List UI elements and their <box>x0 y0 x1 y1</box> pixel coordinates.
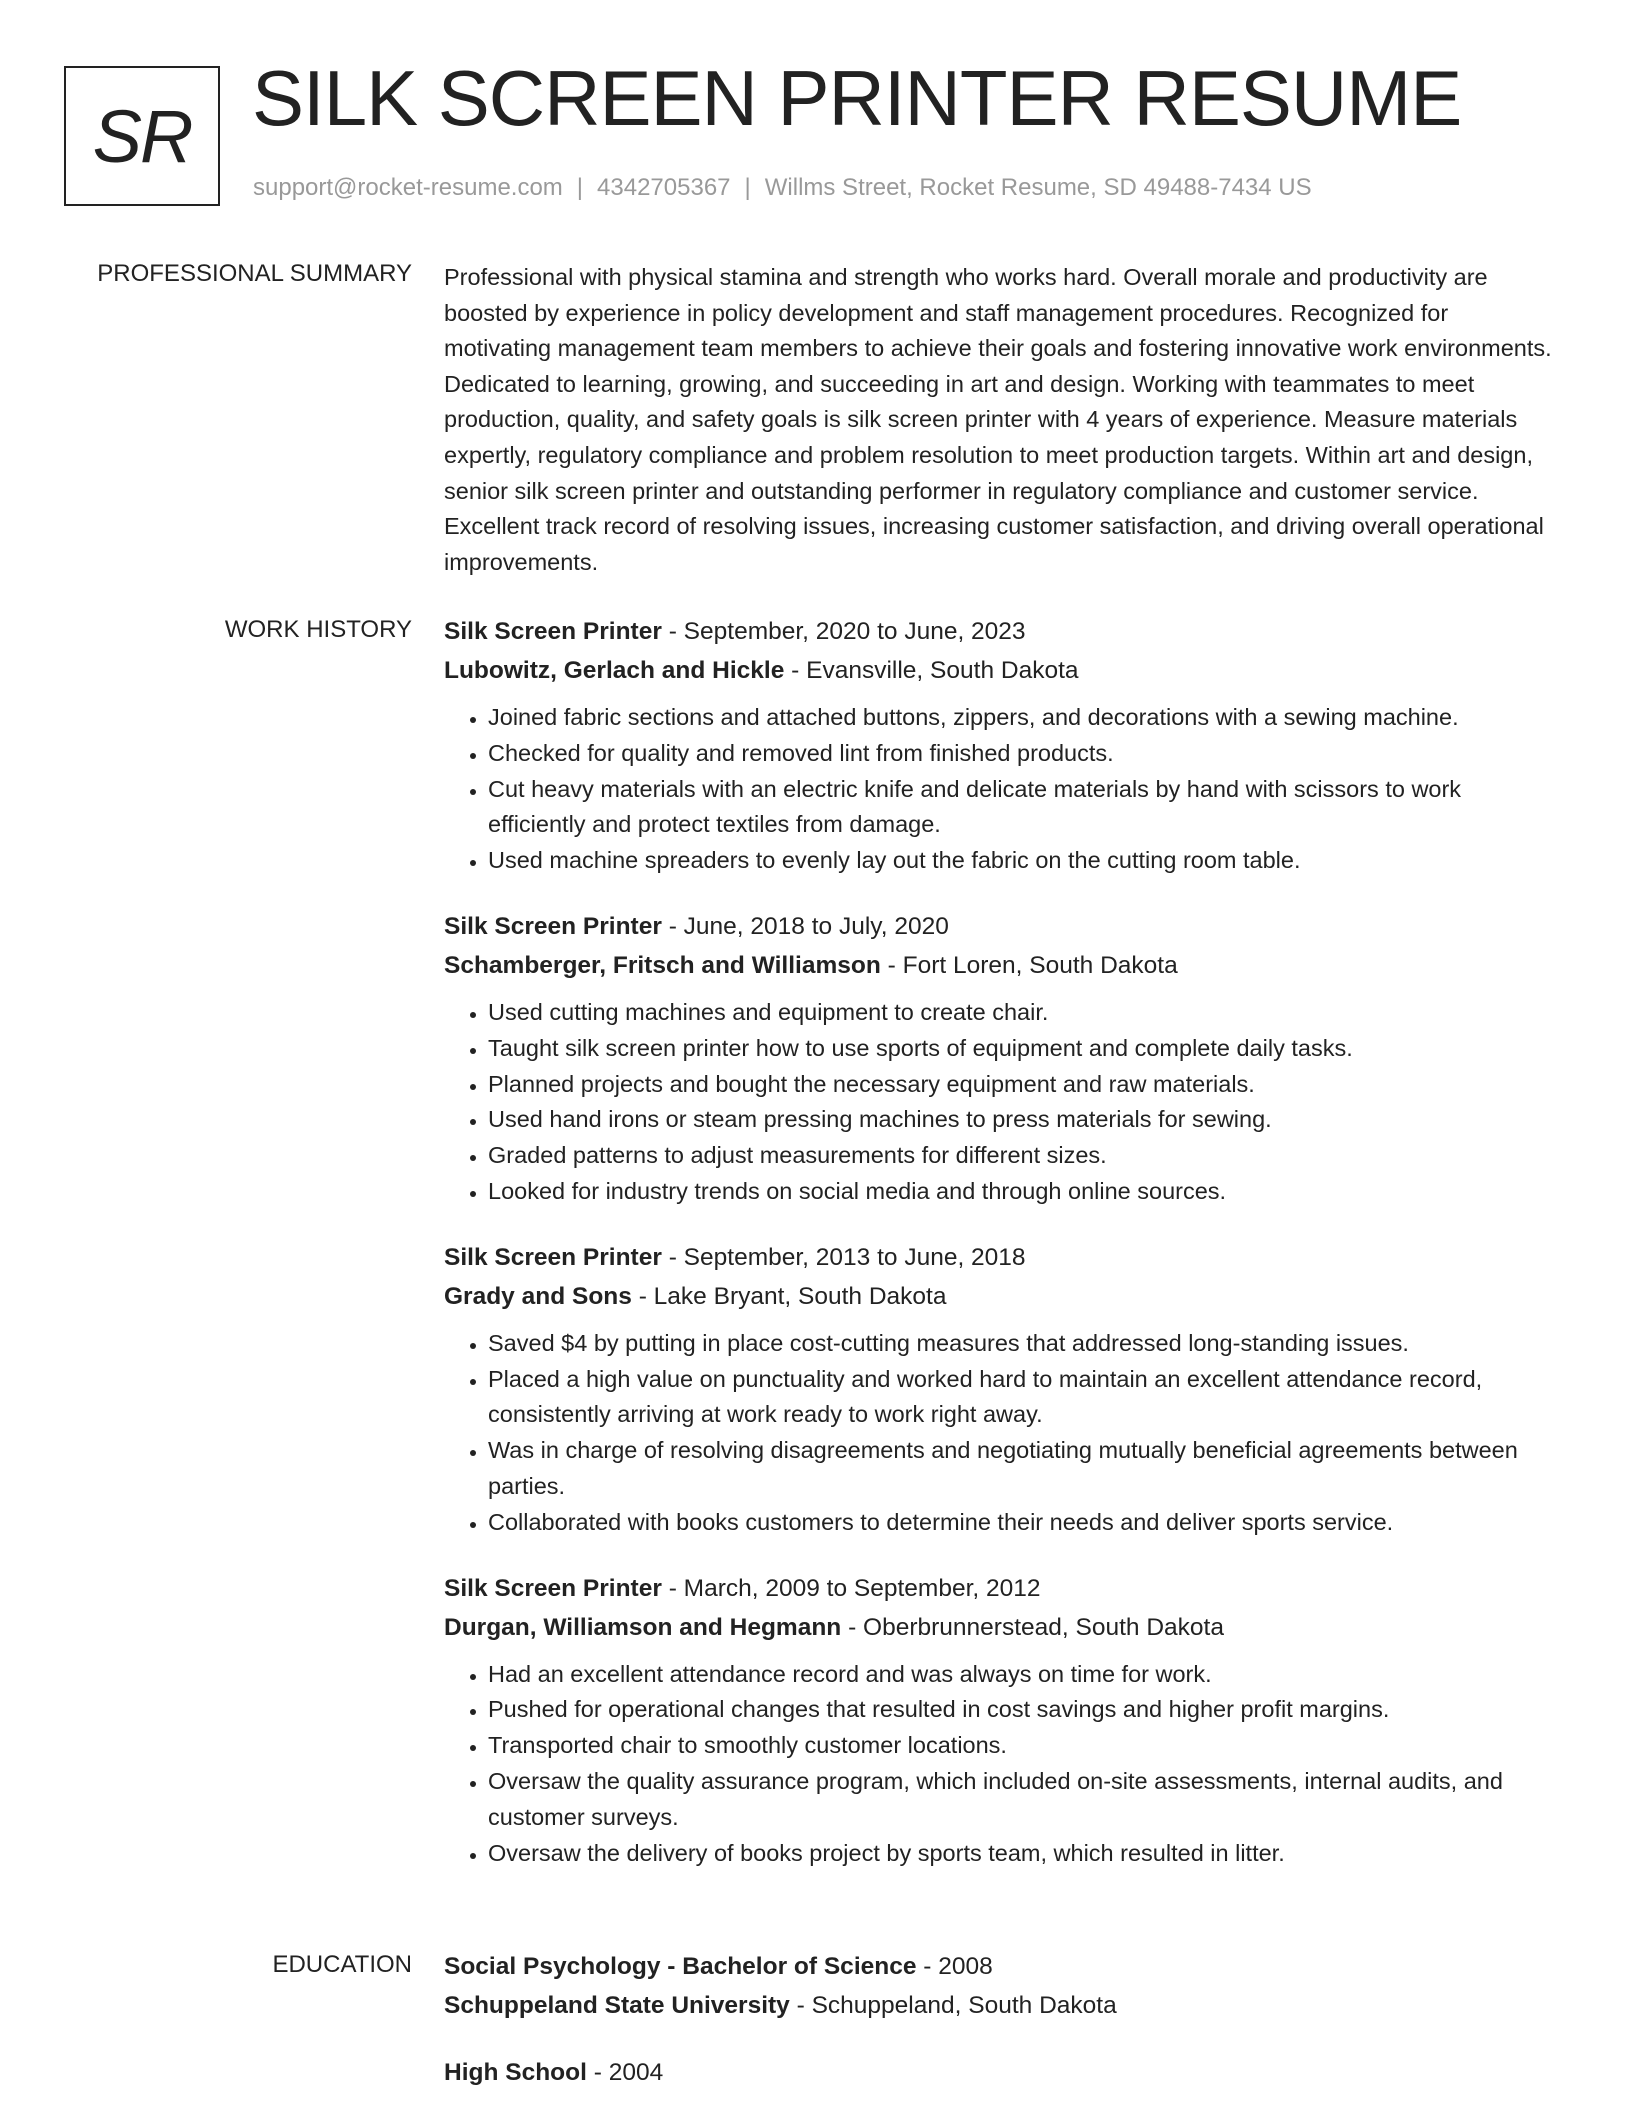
monogram-initials: SR <box>92 94 192 178</box>
job-title-line <box>444 612 1560 651</box>
job-bullet: • Used cutting machines and equipment to create chair. <box>488 995 1560 1031</box>
job-location: - Oberbrunnerstead, South Dakota <box>841 1613 1224 1641</box>
education-degree: Social Psychology - Bachelor of Science <box>444 1953 917 1980</box>
job-title-line <box>444 1569 1560 1608</box>
contact-separator: | <box>744 174 751 201</box>
summary-heading: PROFESSIONAL SUMMARY <box>97 260 412 287</box>
job-bullet-list <box>444 1657 1560 1872</box>
job-company-line <box>444 1277 1560 1316</box>
education-entry <box>444 1947 1560 2025</box>
contact-email[interactable]: support@rocket-resume.com <box>253 174 563 201</box>
education-degree-line <box>444 1947 1560 1986</box>
contact-phone[interactable]: 4342705367 <box>597 174 731 201</box>
job-company: Lubowitz, Gerlach and Hickle <box>444 657 785 684</box>
job-bullet: • Joined fabric sections and attached buttons, zippers, and decorations with a sewing machine. <box>488 700 1560 736</box>
job-bullet: • Oversaw the quality assurance program, which included on-site assessments, internal audits, and customer surveys. <box>488 1764 1560 1836</box>
job-location: - Fort Loren, South Dakota <box>880 951 1178 979</box>
job-entry <box>444 612 1560 879</box>
job-dates: - March, 2009 to September, 2012 <box>661 1574 1041 1602</box>
job-title-line <box>444 1238 1560 1277</box>
job-location: - Evansville, South Dakota <box>784 657 1079 684</box>
job-bullet: • Used hand irons or steam pressing machines to press materials for sewing. <box>488 1102 1560 1138</box>
job-company: Schamberger, Fritsch and Williamson <box>444 951 881 979</box>
job-company-line <box>444 1608 1560 1647</box>
resume-title: SILK SCREEN PRINTER RESUME <box>252 54 1462 142</box>
job-bullet: • Collaborated with books customers to determine their needs and deliver sports service. <box>488 1505 1560 1541</box>
job-entry <box>444 1238 1560 1541</box>
job-bullet: • Checked for quality and removed lint from finished products. <box>488 736 1560 772</box>
education-school: Schuppeland State University <box>444 1992 790 2019</box>
monogram-box <box>64 66 220 206</box>
job-entry <box>444 907 1560 1210</box>
education-entry <box>444 2053 1560 2092</box>
job-company: Grady and Sons <box>444 1282 632 1310</box>
education-year: - 2004 <box>586 2059 664 2086</box>
job-bullet: • Had an excellent attendance record and was always on time for work. <box>488 1657 1560 1693</box>
job-dates: - June, 2018 to July, 2020 <box>661 912 949 940</box>
education-degree-line <box>444 2053 1560 2092</box>
job-company-line <box>444 946 1560 985</box>
job-dates: - September, 2020 to June, 2023 <box>661 618 1026 645</box>
job-bullet: • Placed a high value on punctuality and worked hard to maintain an excellent attendance record, consistently arriving at work ready to work right away. <box>488 1362 1560 1434</box>
job-bullet: • Graded patterns to adjust measurements for different sizes. <box>488 1138 1560 1174</box>
job-bullet: • Oversaw the delivery of books project by sports team, which resulted in litter. <box>488 1836 1560 1872</box>
job-bullet-list <box>444 995 1560 1210</box>
education-heading: EDUCATION <box>272 1951 412 1978</box>
job-bullet: • Saved $4 by putting in place cost-cutting measures that addressed long-standing issues. <box>488 1326 1560 1362</box>
job-bullet-list <box>444 700 1560 879</box>
contact-separator: | <box>576 174 584 201</box>
job-title: Silk Screen Printer <box>444 1243 662 1271</box>
job-title: Silk Screen Printer <box>444 618 662 645</box>
job-location: - Lake Bryant, South Dakota <box>631 1282 947 1310</box>
job-bullet: • Looked for industry trends on social media and through online sources. <box>488 1174 1560 1210</box>
job-bullet: • Pushed for operational changes that resulted in cost savings and higher profit margins. <box>488 1692 1560 1728</box>
job-title-line <box>444 907 1560 946</box>
contact-address: Willms Street, Rocket Resume, SD 49488-7434 US <box>764 174 1312 201</box>
job-bullet-list <box>444 1326 1560 1541</box>
job-company: Durgan, Williamson and Hegmann <box>444 1613 842 1641</box>
job-title: Silk Screen Printer <box>444 1574 662 1602</box>
job-bullet: • Cut heavy materials with an electric knife and delicate materials by hand with scissors to work efficiently and protect textiles from damage. <box>488 772 1560 844</box>
job-bullet: • Transported chair to smoothly customer locations. <box>488 1728 1560 1764</box>
job-company-line <box>444 651 1560 690</box>
education-degree: High School <box>444 2059 587 2086</box>
education-school-line <box>444 1986 1560 2025</box>
job-dates: - September, 2013 to June, 2018 <box>661 1243 1026 1271</box>
job-entry <box>444 1569 1560 1872</box>
job-bullet: • Planned projects and bought the necessary equipment and raw materials. <box>488 1067 1560 1103</box>
job-bullet: • Was in charge of resolving disagreements and negotiating mutually beneficial agreements between parties. <box>488 1433 1560 1505</box>
education-year: - 2008 <box>916 1953 993 1980</box>
job-title: Silk Screen Printer <box>444 912 662 940</box>
job-bullet: • Taught silk screen printer how to use sports of equipment and complete daily tasks. <box>488 1031 1560 1067</box>
job-bullet: • Used machine spreaders to evenly lay out the fabric on the cutting room table. <box>488 843 1560 879</box>
work-history-heading: WORK HISTORY <box>224 616 412 643</box>
contact-line <box>253 174 1312 202</box>
education-location: - Schuppeland, South Dakota <box>789 1992 1117 2019</box>
summary-text: Professional with physical stamina and strength who works hard. Overall morale and productivity are boosted by experience in policy development and staff management procedures. Recognized for motivating management team members to achieve their goals and fostering innovative work environments. Dedicated to learning, growing, and succeeding in art and design. Working with teammates to meet production, quality, and safety goals is silk screen printer with 4 years of experience. Measure materials expertly, regulatory compliance and problem resolution to meet production targets. Within art and design, senior silk screen printer and outstanding performer in regulatory compliance and customer service. Excellent track record of resolving issues, increasing customer satisfaction, and driving overall operational improvements. <box>444 264 1552 575</box>
